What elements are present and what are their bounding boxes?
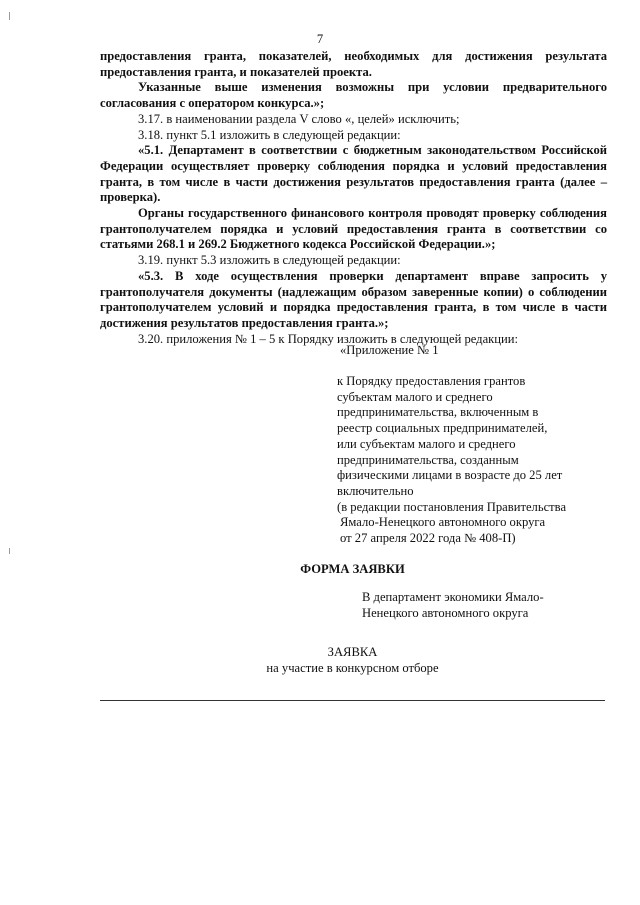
appendix-description [337,374,627,547]
appendix-line: (в редакции постановления Правительства [337,499,567,514]
appendix-line: предпринимательства, созданным [337,452,519,467]
addressee [362,590,592,621]
appendix-line: включительно [337,483,414,498]
application-title: ЗАЯВКА [327,645,378,659]
addressee-line: Ненецкого автономного округа [362,605,529,620]
paragraph: 3.20. приложения № 1 – 5 к Порядку изложить в следующей редакции: [138,331,519,346]
paragraph: 3.19. пункт 5.3 изложить в следующей редакции: [138,253,401,268]
addressee-line: В департамент экономики Ямало- [362,590,544,604]
appendix-line: или субъектам малого и среднего [337,436,516,451]
paragraph: 3.17. в наименовании раздела V слово «, целей» исключить; [138,111,460,126]
paragraph: «5.1. Департамент в соответствии с бюджетным законодательством Российской Федерации осуществляет проверку соблюдения порядка и условий предоставления гранта, в том числе в части достижения результатов предоставления гранта (далее – проверка). [100,143,607,205]
appendix-line: к Порядку предоставления грантов [337,374,526,388]
main-text [100,49,607,347]
scan-margin-mark [9,12,10,20]
form-title: ФОРМА ЗАЯВКИ [300,562,405,576]
fill-in-line [100,700,605,701]
appendix-line: реестр социальных предпринимателей, [337,421,548,436]
appendix-line: физическими лицами в возрасте до 25 лет [337,468,563,483]
paragraph: 3.18. пункт 5.1 изложить в следующей редакции: [138,127,401,142]
appendix-line: Ямало-Ненецкого автономного округа [340,515,546,530]
scan-margin-mark [9,548,10,554]
paragraph: «5.3. В ходе осуществления проверки департамент вправе запросить у грантополучателя документы (надлежащим образом заверенные копии) о соблюдении грантополучателем условий и порядка предоставления гранта, в том числе в части достижения результатов предоставления гранта.»; [100,268,607,330]
appendix-line: субъектам малого и среднего [337,389,493,404]
appendix-line: от 27 апреля 2022 года № 408-П) [340,531,516,546]
appendix-title: «Приложение № 1 [340,343,439,357]
application-subtitle: на участие в конкурсном отборе [266,661,439,675]
paragraph: Органы государственного финансового контроля проводят проверку соблюдения грантополучателем порядка и условий предоставления гранта в соответствии со статьями 268.1 и 269.2 Бюджетного кодекса Российской Федерации.»; [100,206,607,252]
appendix-line: предпринимательства, включенным в [337,405,539,420]
page-number: 7 [316,32,324,46]
paragraph: Указанные выше изменения возможны при условии предварительного согласования с оператором конкурса.»; [100,80,607,111]
paragraph: предоставления гранта, показателей, необходимых для достижения результата предоставления гранта, и показателей проекта. [100,49,607,79]
